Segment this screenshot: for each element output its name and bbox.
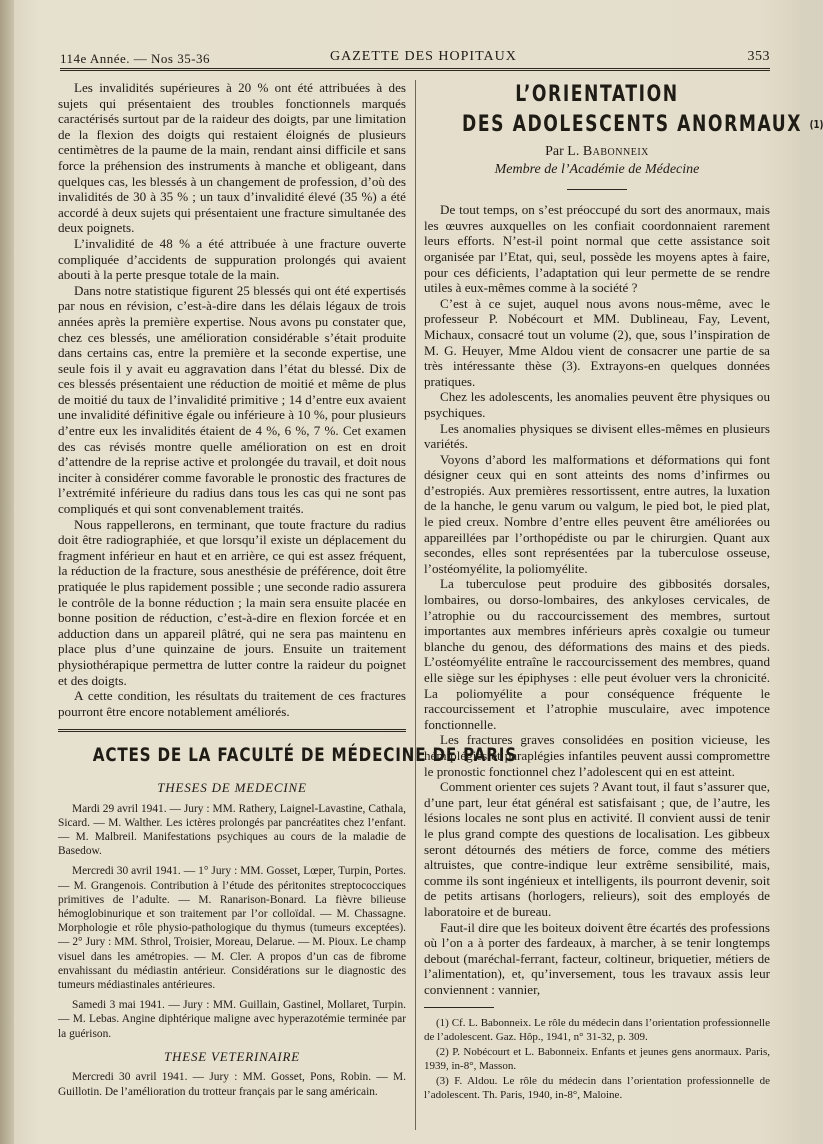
paragraph: Chez les adolescents, les anomalies peuvent être physiques ou psychiques.	[424, 389, 770, 420]
running-header	[60, 49, 770, 69]
author-line	[424, 144, 770, 160]
article-title-text: DES ADOLESCENTS ANORMAUX	[462, 112, 803, 137]
author-role: Membre de l’Académie de Médecine	[494, 161, 700, 177]
article-title-line-2	[462, 110, 823, 140]
right-column	[424, 80, 823, 1103]
footnote: (3) F. Aldou. Le rôle du médecin dans l’orientation professionnelle de l’adolescent. Th. Paris, 1940, in-8°, Maloine.	[424, 1075, 770, 1102]
header-rule	[60, 68, 770, 71]
title-rule	[567, 189, 627, 190]
footnotes	[424, 1016, 770, 1102]
author-prefix: Par L.	[545, 144, 580, 159]
title-footnote-mark: (1)	[809, 118, 823, 131]
paragraph: Nous rappellerons, en terminant, que toute fracture du radius doit être radiographiée, et que lorsqu’il existe un déplacement du fragment inférieur en haut et en arrière, ce qui est assez fréquent, la réduction de la fracture, sous anesthésie de préférence, doit être pratiquée le plus rapidement possible ; une seconde radio assurera le contrôle de la bonne réduction ; la main sera ensuite placée en bonne position de réduction, c’est-à-dire en flexion forcée et en adduction dans un appareil plâtré, qui ne sera pas maintenu en place plus d’une quinzaine de jours. Ensuite un traitement physiothérapique permettra de lutter contre la raideur du poignet et des doigts.	[58, 516, 406, 688]
section-title: ACTES DE LA FACULTÉ DE MÉDECINE DE PARIS	[92, 744, 517, 767]
paragraph: La tuberculose peut produire des gibbosités dorsales, lombaires, ou dorso-lombaires, des ankyloses cervicales, de l’atrophie ou du raccourcissement des membres, surtout importantes aux membres inférieurs après coxalgie ou tumeur blanche du genou, des déformations des mains et des pieds. L’ostéomyélite entraîne le raccourcissement des membres, quand elle siège sur les épiphyses : elle peut évoluer vers la chronicité. La poliomyélite a pour conséquence fréquente le raccourcissement et l’atrophie musculaire, avec impotence fonctionnelle.	[424, 576, 770, 732]
these-veterinaire-heading: THESE VETERINAIRE	[164, 1048, 300, 1064]
paragraph: A cette condition, les résultats du traitement de ces fractures pourront être encore notablement améliorés.	[58, 688, 406, 719]
thesis-entry: Mercredi 30 avril 1941. — Jury : MM. Gosset, Pons, Robin. — M. Guillotin. De l’amélioration du trotteur français par le sang américain.	[58, 1071, 406, 1098]
footnote: (1) Cf. L. Babonneix. Le rôle du médecin dans l’orientation professionnelle de l’adolescent. Gaz. Hôp., 1941, n° 31-32, p. 309.	[424, 1017, 770, 1044]
thesis-entry: Mercredi 30 avril 1941. — 1° Jury : MM. Gosset, Lœper, Turpin, Portes. — M. Grangenois. Contribution à l’étude des péritonites streptococciques primitives de l’adulte. — M. Ranarison-Bonard. La fièvre bilieuse hémoglobinurique et son traitement par l’or colloïdal. — M. Chassagne. Morphologie et rôle physio-pathologique du thymus (tumeurs exceptées). — 2° Jury : MM. Sthrol, Troisier, Moreau, Delarue. — M. Pioux. Le champ visuel dans les amétropies. — M. Cler. A propos d’un cas de fibrome envahissant du médiastin antérieur. Considérations sur le diagnostic des tumeurs médiastinales antérieures.	[58, 865, 406, 991]
journal-title: GAZETTE DES HOPITAUX	[330, 49, 517, 64]
column-divider	[415, 80, 416, 1130]
thesis-entry: Samedi 3 mai 1941. — Jury : MM. Guillain, Gastinel, Mollaret, Turpin. — M. Lebas. Angine diphtérique maligne avec hyperazotémie terminée par la guérison.	[58, 999, 406, 1040]
veterinary-list	[58, 1070, 406, 1098]
paragraph: De tout temps, on s’est préoccupé du sort des anormaux, mais les œuvres auxquelles on les confiait coordonnaient rarement leurs efforts. N’est-il point normal que cette assistance soit organisée par l’Etat, qui, seul, possède les moyens aptes à faire, pour ces déficients, l’adaptation qui leur permette de se rendre utiles à eux-mêmes comme à la société ?	[424, 202, 770, 296]
paragraph: C’est à ce sujet, auquel nous avons nous-même, avec le professeur P. Nobécourt et MM. Dublineau, Fay, Levent, Michaux, consacré tout un volume (2), que, sous l’inspiration de M. G. Heuyer, Mme Aldou vient de consacrer une partie de sa très intéressante thèse (3). Extrayons-en quelques données pratiques.	[424, 295, 770, 389]
footnote-rule	[424, 1007, 494, 1008]
left-column	[58, 80, 517, 1105]
issue-number: 114e Année. — Nos 35-36	[60, 51, 211, 66]
paragraph: Les invalidités supérieures à 20 % ont été attribuées à des sujets qui présentaient des troubles fonctionnels marqués caractérisés surtout par de la raideur des doigts, par une limitation de la flexion des doigts qui restaient éloignés de plusieurs centimètres de la paume de la main, rendant ainsi difficile et sans force la préhension des instruments à manche et obligeant, dans quelques cas, les blessés à un changement de profession, d’où des invalidités de 30 à 35 % ; un taux d’invalidité élevé (35 %) a été accordé à deux sujets qui présentaient une fracture simultanée des deux poignets.	[58, 80, 406, 236]
theses-medecine-heading: THESES DE MEDECINE	[157, 779, 307, 795]
author-name: Babonneix	[582, 144, 649, 159]
paragraph: Faut-il dire que les boiteux doivent être écartés des professions où l’on a à porter des fardeaux, à marcher, à se tenir longtemps debout (maréchal-ferrant, facteur, coltineur, briquetier, métiers de l’alimentation), et, qu’inversement, tous les travaux assis leur conviennent : vannier,	[424, 919, 770, 997]
section-rule	[58, 729, 406, 732]
paragraph: Voyons d’abord les malformations et déformations qui font désigner ceux qui en sont atteints des noms d’infirmes ou d’estropiés. Aux premières ressortissent, entre autres, la luxation de la hanche, le genu varum ou valgum, le pied bot, le pied plat, le pied creux. Nombre d’entre elles peuvent être améliorées ou appareillées par l’orthopédiste ou par le chirurgien. Quant aux secondes, elles sont représentées par la tuberculose osseuse, l’ostéomyélite, la poliomyélite.	[424, 451, 770, 576]
page-binding-edge	[0, 0, 14, 1144]
theses-list	[58, 802, 406, 1041]
article-title-line-1: L’ORIENTATION	[515, 82, 679, 107]
page-number: 353	[747, 49, 770, 64]
thesis-entry: Mardi 29 avril 1941. — Jury : MM. Rathery, Laignel-Lavastine, Cathala, Sicard. — M. Walther. Les ictères prolongés par pancréatites chez l’enfant. — M. Malbreil. Manifestations psychiques au cours de la maladie de Basedow.	[58, 802, 406, 858]
paragraph: Dans notre statistique figurent 25 blessés qui ont été expertisés par nous en révision, c’est-à-dire dans les délais légaux de trois années après la première expertise. Nous avons pu constater que, chez ces blessés, une amélioration considérable s’était produite dans certains cas, entre la première et la seconde expertise, une seule fois il y avait eu aggravation dans l’état du blessé. Dix de ces blessés présentaient une réduction de moitié et même de plus de moitié du taux de l’invalidité primitive ; 14 d’entre eux avaient une invalidité définitive égale ou inférieure à 10 %, pour plusieurs d’entre eux les invalidités étaient de 4 %, 6 %, 7 %. Cet examen des cas révisés montre quelle amélioration on est en droit d’attendre de la reprise active et prolongée du travail, et doit nous inciter à considérer comme favorable le pronostic des fractures de l’extrémité inférieure du radius dans tous les cas qui ne sont pas compliqués et qui sont convenablement traités.	[58, 282, 406, 517]
paragraph: Les anomalies physiques se divisent elles-mêmes en plusieurs variétés.	[424, 420, 770, 452]
footnote: (2) P. Nobécourt et L. Babonneix. Enfants et jeunes gens anormaux. Paris, 1939, in-8°, Masson.	[424, 1046, 770, 1073]
paragraph: L’invalidité de 48 % a été attribuée à une fracture ouverte compliquée d’accidents de suppuration prolongés qui avaient abouti à la perte presque totale de la main.	[58, 235, 406, 283]
paragraph: Comment orienter ces sujets ? Avant tout, il faut s’assurer que, d’une part, leur état général est satisfaisant ; que, de l’autre, les lésions locales ne sont plus en activité. Il convient aussi de tenir le plus grand compte des questions de localisation. Les gibbeux seront détournés des métiers de force, comme des métiers altruistes, que contre-indique leur extrême sensibilité, mais, comme ils sont ingénieux et intelligents, ils pourront devenir, soit de petits artisans (horlogers, relieurs), soit des employés de laboratoire et de bureau.	[424, 779, 770, 919]
paragraph: Les fractures graves consolidées en position vicieuse, les hémiplégies et paraplégies infantiles peuvent aussi compromettre le pronostic fonctionnel chez l’adolescent qui en est atteint.	[424, 732, 770, 779]
